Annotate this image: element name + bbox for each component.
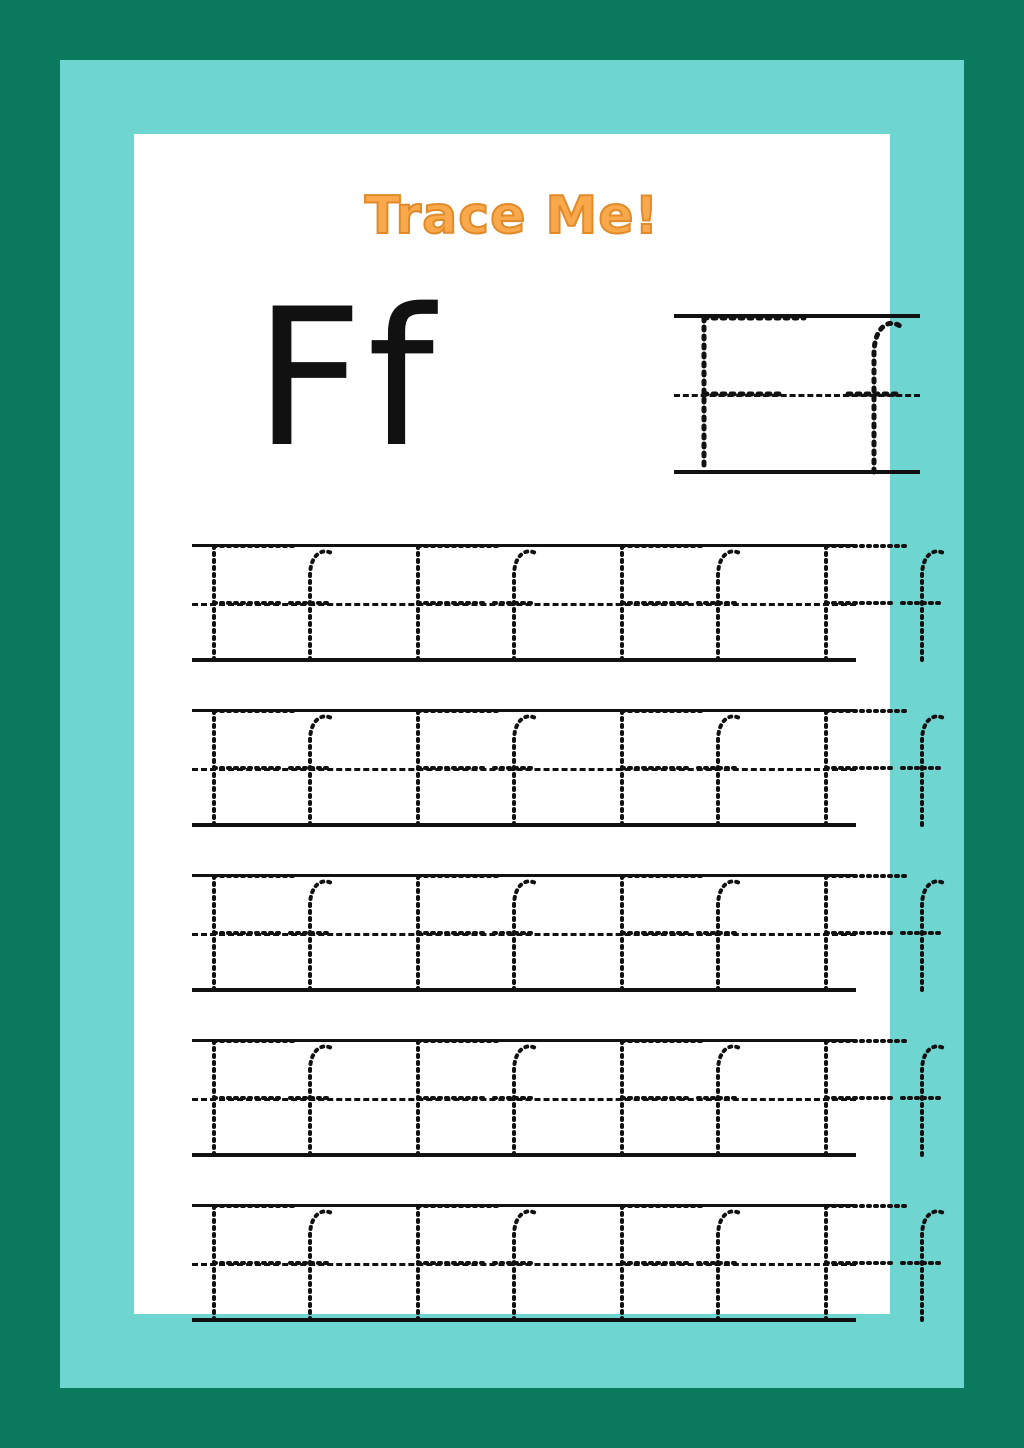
- trace-cell[interactable]: [410, 1204, 614, 1322]
- trace-cell[interactable]: [206, 709, 410, 827]
- trace-cell[interactable]: [818, 544, 1022, 662]
- inner-border: [60, 60, 964, 1388]
- worksheet-sheet: [134, 134, 890, 1314]
- trace-cell[interactable]: [206, 544, 410, 662]
- display-letters: Ff: [254, 268, 439, 489]
- trace-cell[interactable]: [818, 874, 1022, 992]
- practice-rows: [192, 544, 856, 1369]
- practice-row[interactable]: [192, 709, 856, 827]
- trace-cell[interactable]: [206, 874, 410, 992]
- trace-cell[interactable]: [614, 544, 818, 662]
- trace-cell[interactable]: [410, 544, 614, 662]
- demo-letter-f-lowercase: [826, 314, 906, 474]
- trace-cell[interactable]: [206, 1039, 410, 1157]
- outer-border: [24, 24, 1000, 1424]
- practice-row[interactable]: [192, 544, 856, 662]
- practice-row[interactable]: [192, 874, 856, 992]
- trace-cell[interactable]: [818, 1039, 1022, 1157]
- trace-cell[interactable]: [818, 1204, 1022, 1322]
- trace-cell[interactable]: [614, 874, 818, 992]
- trace-cell[interactable]: [614, 709, 818, 827]
- trace-cell[interactable]: [614, 1204, 818, 1322]
- trace-cell[interactable]: [410, 709, 614, 827]
- trace-cell[interactable]: [206, 1204, 410, 1322]
- trace-cell[interactable]: [410, 874, 614, 992]
- practice-row[interactable]: [192, 1204, 856, 1322]
- page-title: Trace Me!: [364, 186, 660, 246]
- demo-letter-F-uppercase: [692, 314, 812, 474]
- trace-cell[interactable]: [410, 1039, 614, 1157]
- demo-guide-box: [674, 314, 920, 474]
- trace-cell[interactable]: [818, 709, 1022, 827]
- practice-row[interactable]: [192, 1039, 856, 1157]
- trace-cell[interactable]: [614, 1039, 818, 1157]
